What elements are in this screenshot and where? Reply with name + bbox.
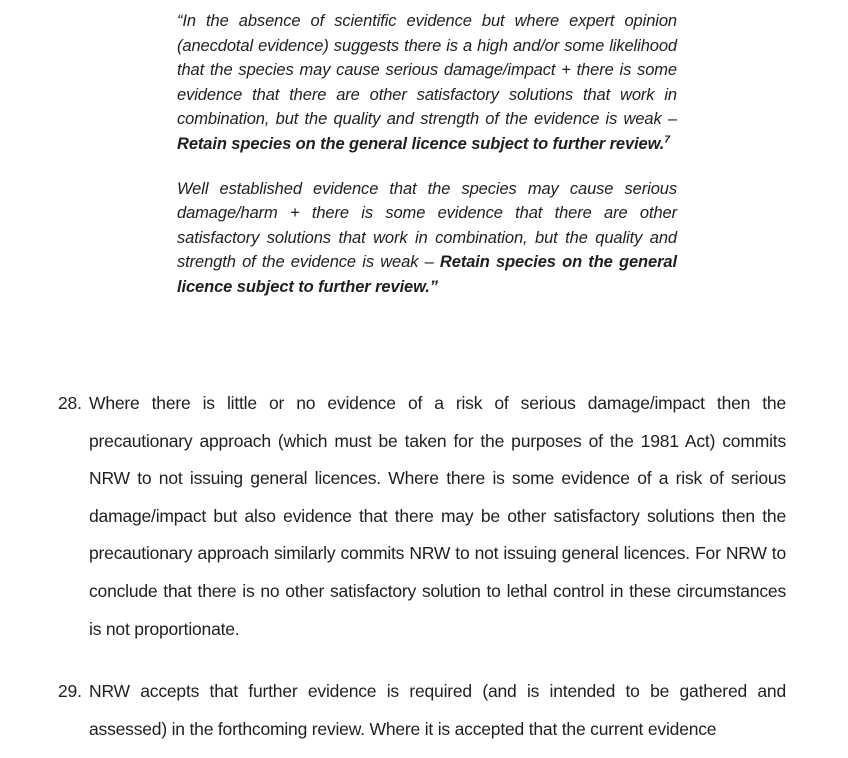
quote-2-bold-conclusion: Retain species on the general licence subject to further review.” [177,253,677,296]
paragraph-29-text: NRW accepts that further evidence is required (and is intended to be gathered and assessed) in the forthcoming review. Where it is accepted that the current evidence [89,681,786,739]
quote-2-text: Well established evidence that the species may cause serious damage/harm + there is some evidence that there are other satisfactory solutions that work in combination, but the quality and strength of the evidence is weak – [177,179,677,272]
quote-block-well-established-evidence [177,177,677,300]
paragraph-28-number: 28. [58,393,82,413]
quote-1-text: “In the absence of scientific evidence but where expert opinion (anecdotal evidence) suggests there is a high and/or some likelihood that the species may cause serious damage/impact + there is some evidence that there are other satisfactory solutions that work in combination, but the quality and strength of the evidence is weak – [177,12,677,129]
paragraph-28 [58,385,786,648]
quote-1-bold-conclusion: Retain species on the general licence subject to further review. [177,134,665,153]
paragraph-28-text: Where there is little or no evidence of a risk of serious damage/impact then the precautionary approach (which must be taken for the purposes of the 1981 Act) commits NRW to not issuing general licences. Where there is some evidence of a risk of serious damage/impact but also evidence that there may be other satisfactory solutions then the precautionary approach similarly commits NRW to not issuing general licences. For NRW to conclude that there is no other satisfactory solution to lethal control in these circumstances is not proportionate. [89,393,786,639]
body-paragraphs [58,385,786,748]
footnote-reference-7: 7 [664,133,670,146]
paragraph-29 [58,673,786,748]
paragraph-29-number: 29. [58,681,82,702]
quote-block-anecdotal-evidence [177,9,677,157]
quote-section [177,9,677,300]
